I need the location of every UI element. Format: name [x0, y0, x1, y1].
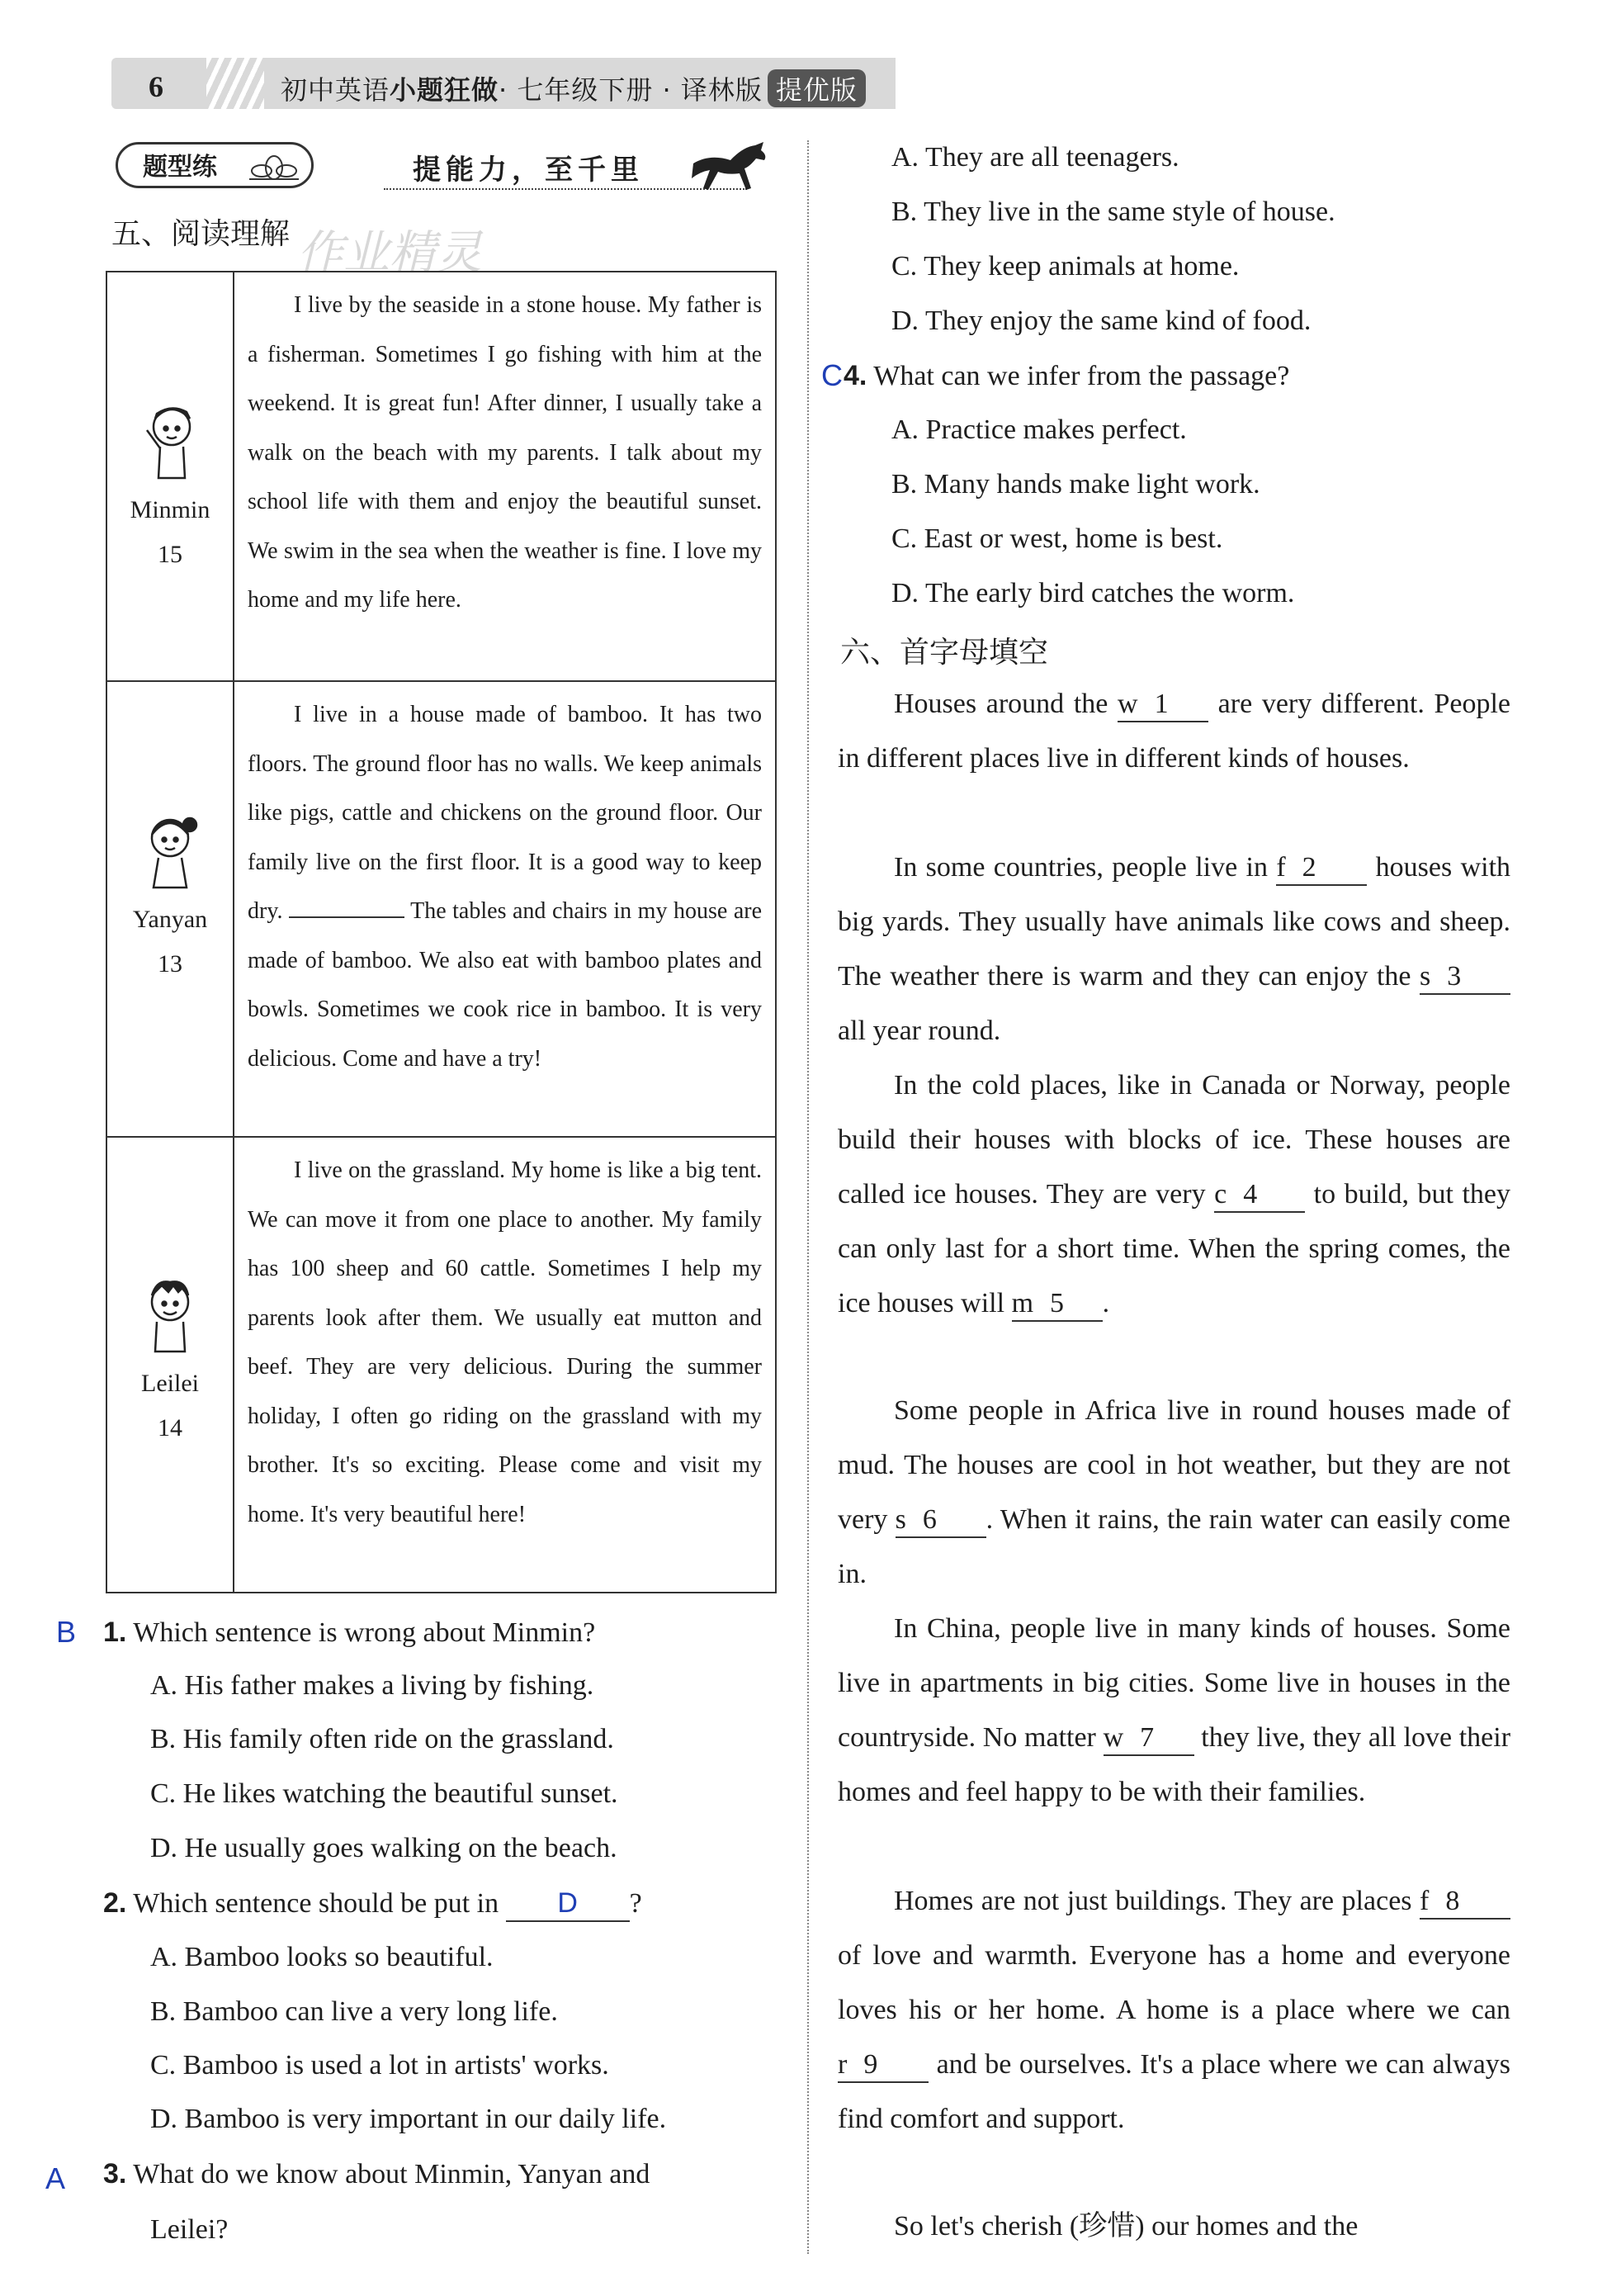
option: D. Bamboo is very important in our daily life. — [150, 2104, 667, 2134]
blank-4[interactable] — [1214, 1178, 1305, 1213]
blank-initial: s — [1420, 961, 1431, 992]
text: In the cold places, like in Canada or Norway, people build their houses with blocks of ice. These houses are called ice houses. They are very — [838, 1070, 1510, 1210]
question-4 — [844, 358, 1289, 394]
blank-9[interactable] — [838, 2048, 929, 2083]
text: they live, they all love their homes and feel happy to be with their families. — [838, 1722, 1511, 1807]
blank-initial: f — [1420, 1886, 1430, 1916]
paragraph — [838, 1058, 1510, 1331]
person-age: 14 — [158, 1414, 182, 1442]
blank-initial: s — [895, 1504, 906, 1535]
handwritten-answer: B — [56, 1615, 77, 1649]
question-stem: Which sentence should be put in — [133, 1888, 499, 1919]
question-number: 3. — [103, 2158, 127, 2189]
person-cell — [106, 272, 234, 681]
slogan: 提能力，至千里 — [413, 154, 644, 187]
option: B. His family often ride on the grassland. — [150, 1724, 614, 1754]
question-stem-end: ? — [629, 1888, 642, 1919]
horse-icon — [685, 139, 776, 196]
question-stem: What do we know about Minmin, Yanyan and — [133, 2159, 650, 2189]
book-edition: · 七年级下册 · 译林版 — [499, 74, 763, 106]
option: D. They enjoy the same kind of food. — [891, 305, 1312, 336]
question-1 — [103, 1615, 595, 1650]
text: Houses around the — [894, 689, 1108, 719]
blank-number: 6 — [922, 1504, 937, 1535]
table-row — [106, 272, 776, 681]
blank-initial: c — [1214, 1179, 1227, 1210]
question-stem-cont: Leilei? — [150, 2214, 229, 2245]
person-name: Yanyan — [132, 906, 208, 933]
header-stripes — [206, 58, 264, 109]
blank-initial: w — [1103, 1722, 1124, 1753]
person-age: 15 — [158, 541, 182, 568]
page-number: 6 — [149, 70, 163, 103]
book-brand: 小题狂做 — [390, 74, 499, 106]
section-title-reading: 五、阅读理解 — [111, 217, 291, 251]
passage-yanyan-a: I live in a house made of bamboo. It has two floors. The ground floor has no walls. We keep animals like pigs, cattle and chickens on the ground floor. Our family live on the first floor. It is a good way to keep dry. — [248, 702, 762, 924]
paragraph: So let's cherish (珍惜) our homes and the — [894, 2211, 1359, 2242]
blank-6[interactable] — [896, 1503, 986, 1538]
boy-avatar — [137, 397, 203, 488]
person-cell — [106, 681, 234, 1137]
practice-tag-label: 题型练 — [143, 153, 217, 182]
option: A. Practice makes perfect. — [891, 414, 1187, 445]
section-title-cloze: 六、首字母填空 — [840, 636, 1049, 670]
blank-2[interactable] — [1276, 851, 1367, 886]
text: and be ourselves. It's a place where we can always find comfort and support. — [838, 2049, 1511, 2134]
text: of love and warmth. Everyone has a home and everyone loves his or her home. A home is a place where we can — [838, 1940, 1510, 2025]
option: D. The early bird catches the worm. — [891, 578, 1295, 608]
text: Some people in Africa live in round houses made of mud. The houses are cool in hot weather, but they are not very — [838, 1395, 1510, 1535]
passage-minmin: I live by the seaside in a stone house. My father is a fisherman. Sometimes I go fishing with him at the weekend. It is great fun! After dinner, I usually take a walk on the beach with my parents. I talk about my school life with them and enjoy the beautiful sunset. We swim in the sea when the weather is fine. I love my home and my life here. — [234, 272, 776, 681]
blank-number: 9 — [863, 2049, 878, 2080]
option: B. They live in the same style of house. — [891, 196, 1335, 227]
passage-yanyan — [234, 681, 776, 1137]
question-2 — [103, 1886, 642, 1922]
blank-7[interactable] — [1104, 1721, 1194, 1756]
person-name: Minmin — [130, 496, 210, 523]
option: A. They are all teenagers. — [891, 142, 1179, 173]
blank-number: 2 — [1302, 852, 1316, 883]
person-age: 13 — [158, 950, 182, 978]
option: C. Bamboo is used a lot in artists' works. — [150, 2050, 609, 2081]
handwritten-answer: C — [821, 358, 843, 392]
fill-answer: D — [506, 1886, 630, 1922]
book-title — [281, 69, 866, 107]
flower-icon — [245, 149, 303, 182]
blank-number: 1 — [1154, 689, 1169, 719]
table-row — [106, 681, 776, 1137]
blank-1[interactable] — [1118, 688, 1208, 722]
blank-number: 3 — [1447, 961, 1462, 992]
watermark: 作业精灵 — [297, 226, 482, 280]
boy-avatar — [137, 1271, 203, 1361]
blank-number: 5 — [1050, 1288, 1065, 1318]
book-subject: 初中英语 — [281, 74, 390, 106]
question-number: 1. — [103, 1617, 127, 1648]
blank-initial: r — [838, 2049, 848, 2080]
reading-table — [106, 271, 777, 1593]
option: C. He likes watching the beautiful sunset. — [150, 1778, 618, 1809]
answer-blank — [289, 897, 404, 918]
paragraph — [838, 1874, 1510, 2147]
blank-number: 4 — [1243, 1179, 1258, 1210]
option: C. They keep animals at home. — [891, 251, 1240, 282]
paragraph — [838, 677, 1510, 786]
paragraph — [838, 1602, 1510, 1820]
blank-5[interactable] — [1012, 1287, 1103, 1322]
option: B. Many hands make light work. — [891, 469, 1260, 499]
option: D. He usually goes walking on the beach. — [150, 1833, 617, 1863]
blank-initial: m — [1011, 1288, 1034, 1318]
text: Homes are not just buildings. They are places — [894, 1886, 1412, 1916]
option: B. Bamboo can live a very long life. — [150, 1996, 558, 2027]
passage-yanyan-b: The tables and chairs in my house are made of bamboo. We also eat with bamboo plates and bowls. Sometimes we cook rice in bamboo. It is very delicious. Come and have a try! — [248, 898, 763, 1072]
text: all year round. — [838, 1015, 1001, 1046]
text: houses with big yards. They usually have animals like cows and sheep. The weather there is warm and they can enjoy the — [838, 852, 1511, 992]
blank-initial: f — [1276, 852, 1286, 883]
blank-initial: w — [1118, 689, 1138, 719]
text: . When it rains, the rain water can easily come in. — [838, 1504, 1510, 1589]
question-number: 2. — [103, 1887, 127, 1919]
text: to build, but they can only last for a short time. When the spring comes, the ice houses will — [838, 1179, 1510, 1318]
question-number: 4. — [844, 360, 867, 391]
person-cell — [106, 1137, 234, 1593]
paragraph — [838, 1384, 1510, 1602]
passage-leilei: I live on the grassland. My home is like a big tent. We can move it from one place to another. My family has 100 sheep and 60 cattle. Sometimes I help my parents look after them. We usually eat mutton and beef. They are very delicious. During the summer holiday, I often go riding on the grassland with my brother. It's so exciting. Please come and visit my home. It's very beautiful here! — [234, 1137, 776, 1593]
blank-8[interactable] — [1420, 1885, 1510, 1920]
question-stem: Which sentence is wrong about Minmin? — [133, 1617, 596, 1648]
girl-avatar — [137, 807, 203, 897]
option: A. His father makes a living by fishing. — [150, 1670, 594, 1701]
practice-tag — [116, 142, 314, 188]
text: . — [1102, 1288, 1110, 1318]
question-3 — [103, 2156, 650, 2192]
text: are very different. People in different places live in different kinds of houses. — [838, 689, 1511, 774]
question-stem: What can we infer from the passage? — [873, 361, 1290, 391]
text: In some countries, people live in — [894, 852, 1268, 883]
table-row — [106, 1137, 776, 1593]
blank-number: 7 — [1140, 1722, 1155, 1753]
edition-badge: 提优版 — [768, 69, 866, 107]
blank-number: 8 — [1445, 1886, 1460, 1916]
text: In China, people live in many kinds of houses. Some live in apartments in big cities. Some live in houses in the countryside. No matter — [838, 1613, 1510, 1753]
column-divider — [807, 140, 809, 2254]
paragraph — [838, 840, 1510, 1058]
option: A. Bamboo looks so beautiful. — [150, 1942, 494, 1972]
blank-3[interactable] — [1420, 960, 1510, 995]
option: C. East or west, home is best. — [891, 523, 1223, 554]
handwritten-answer: A — [45, 2161, 66, 2195]
person-name: Leilei — [141, 1370, 199, 1397]
